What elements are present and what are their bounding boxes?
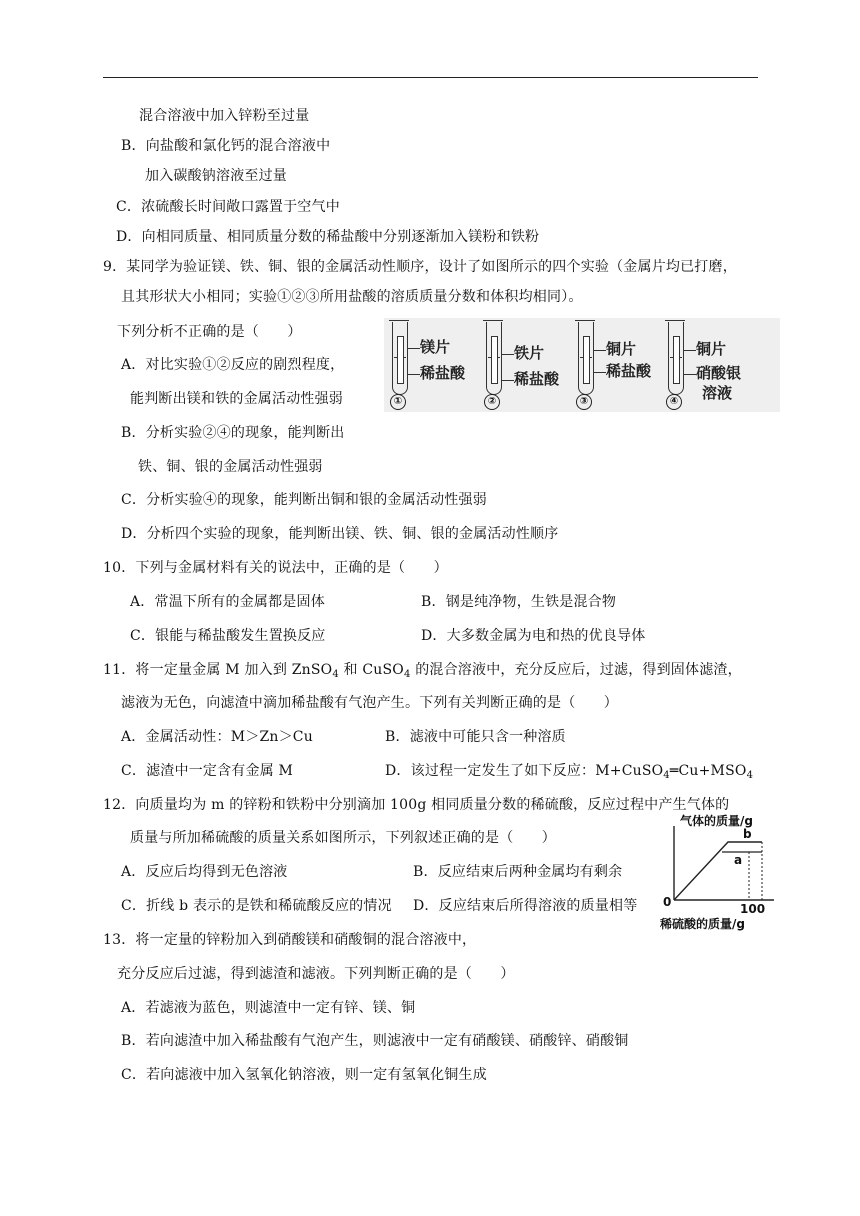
tube-2-liquid-label: 稀盐酸	[514, 370, 560, 388]
tube-4-liquid-label: 硝酸银	[696, 364, 742, 382]
tube-1-liquid-label: 稀盐酸	[420, 364, 466, 382]
q12-option-d: D．反应结束后所得溶液的质量相等	[413, 898, 638, 914]
question-11-stem: 11．将一定量金属 M 加入到 ZnSO$_4$ 和 CuSO$_4$ 的混合溶液中，充分反应后，过滤，得到固体滤渣，	[103, 662, 742, 680]
q13-option-a: A．若滤液为蓝色，则滤渣中一定有锌、镁、铜	[121, 1000, 416, 1016]
q12-option-b: B．反应结束后两种金属均有剩余	[413, 864, 623, 880]
test-tube-figure	[384, 318, 780, 412]
q13-option-b: B．若向滤渣中加入稀盐酸有气泡产生，则滤液中一定有硝酸镁、硝酸锌、硝酸铜	[121, 1033, 629, 1049]
q10-option-b: B．钢是纯净物，生铁是混合物	[421, 594, 617, 610]
q11-option-b: B．滤液中可能只含一种溶质	[385, 729, 566, 745]
tube-1-number: ①	[390, 394, 406, 410]
question-9-prompt: 下列分析不正确的是（ ）	[117, 324, 302, 340]
q9-option-a-cont: 能判断出镁和铁的金属活动性强弱	[130, 391, 343, 407]
q13-option-c: C．若向滤液中加入氢氧化钠溶液，则一定有氢氧化铜生成	[121, 1067, 487, 1083]
q10-option-a: A．常温下所有的金属都是固体	[130, 594, 325, 610]
test-tube-3	[578, 322, 594, 395]
q11-option-c: C．滤渣中一定含有金属 M	[121, 763, 294, 779]
q9-option-b: B．分析实验②④的现象，能判断出	[121, 425, 345, 441]
question-9-stem-cont: 且其形状大小相同；实验①②③所用盐酸的溶质质量分数和体积均相同）。	[121, 289, 583, 305]
header-rule	[103, 77, 758, 78]
graph-line-b-label: b	[743, 827, 752, 841]
question-13-stem: 13．将一定量的锌粉加入到硝酸镁和硝酸铜的混合溶液中，	[103, 932, 477, 948]
question-11-stem-cont: 滤液为无色，向滤渣中滴加稀盐酸有气泡产生。下列有关判断正确的是（ ）	[121, 695, 618, 711]
question-10-stem: 10．下列与金属材料有关的说法中，正确的是（ ）	[103, 560, 448, 576]
option-b: B．向盐酸和氯化钙的混合溶液中	[121, 138, 331, 154]
question-13-stem-cont: 充分反应后过滤，得到滤渣和滤液。下列判断正确的是（ ）	[117, 966, 515, 982]
tube-2-number: ②	[484, 394, 500, 410]
test-tube-1	[392, 322, 408, 395]
graph-ylabel: 气体的质量/g	[680, 814, 753, 828]
graph-origin: 0	[663, 895, 672, 909]
graph-xmax: 100	[740, 902, 766, 916]
q12-option-a: A．反应后均得到无色溶液	[121, 864, 288, 880]
tube-3-number: ③	[576, 394, 592, 410]
q10-option-d: D．大多数金属为电和热的优良导体	[421, 628, 646, 644]
q9-option-a: A．对比实验①②反应的剧烈程度，	[121, 357, 345, 373]
tube-4-metal-label: 铜片	[696, 340, 727, 358]
test-tube-2	[486, 322, 502, 395]
q9-option-c: C．分析实验④的现象，能判断出铜和银的金属活动性强弱	[121, 492, 487, 508]
q9-option-d: D．分析四个实验的现象，能判断出镁、铁、铜、银的金属活动性顺序	[121, 526, 559, 542]
tube-3-liquid-label: 稀盐酸	[606, 362, 652, 380]
option-c: C．浓硫酸长时间敞口露置于空气中	[116, 199, 340, 215]
q11-option-a: A．金属活动性：M＞Zn＞Cu	[121, 729, 313, 745]
question-12-stem: 12．向质量均为 m 的锌粉和铁粉中分别滴加 100g 相同质量分数的稀硫酸，反应过程中产生气体的	[103, 797, 730, 813]
q9-option-b-cont: 铁、铜、银的金属活动性强弱	[138, 459, 323, 475]
q10-option-c: C．银能与稀盐酸发生置换反应	[130, 628, 326, 644]
tube-2-metal-label: 铁片	[514, 344, 545, 362]
tube-1-metal-label: 镁片	[420, 338, 451, 356]
question-12-stem-cont: 质量与所加稀硫酸的质量关系如图所示，下列叙述正确的是（ ）	[130, 830, 556, 846]
q12-option-c: C．折线 b 表示的是铁和稀硫酸反应的情况	[121, 898, 392, 914]
tube-3-metal-label: 铜片	[606, 340, 637, 358]
tube-4-number: ④	[666, 394, 682, 410]
graph-xlabel: 稀硫酸的质量/g	[660, 917, 745, 931]
option-continuation: 混合溶液中加入锌粉至过量	[139, 108, 310, 124]
option-continuation: 加入碳酸钠溶液至过量	[145, 168, 287, 184]
tube-4-liquid-label-line2: 溶液	[702, 384, 733, 402]
graph-line-a-label: a	[734, 853, 743, 867]
test-tube-4	[668, 322, 684, 395]
q12-graph	[656, 812, 780, 932]
q11-option-d: D．该过程一定发生了如下反应：$M+CuSO_4═Cu+MSO_4$	[385, 763, 754, 781]
option-d: D．向相同质量、相同质量分数的稀盐酸中分别逐渐加入镁粉和铁粉	[116, 229, 540, 245]
question-9-stem: 9．某同学为验证镁、铁、铜、银的金属活动性顺序，设计了如图所示的四个实验（金属片均已打磨，	[103, 259, 737, 275]
